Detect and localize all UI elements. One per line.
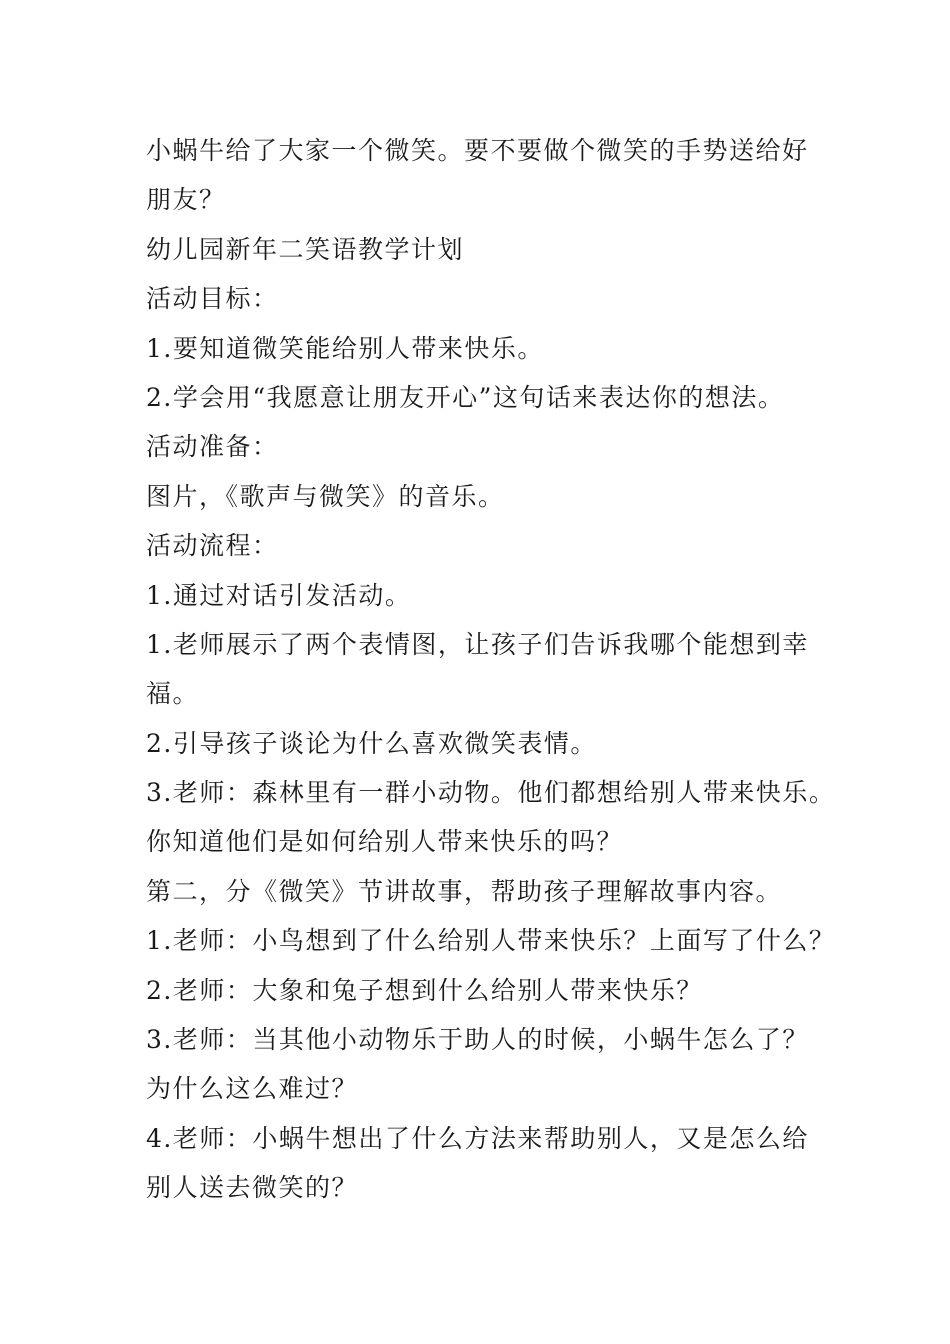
text-line: 福。 [146, 679, 200, 709]
text-line: 为什么这么难过？ [146, 1074, 359, 1104]
list-item: 3.老师：森林里有一群小动物。他们都想给别人带来快乐。 [146, 778, 836, 808]
text-line: 小蜗牛给了大家一个微笑。要不要做个微笑的手势送给好 [146, 136, 809, 165]
list-item: 1.通过对话引发活动。 [146, 580, 412, 610]
text-line: 别人送去微笑的？ [146, 1173, 359, 1203]
text-line: 第二，分《微笑》节讲故事，帮助孩子理解故事内容。 [146, 876, 783, 906]
list-item: 2.引导孩子谈论为什么喜欢微笑表情。 [146, 728, 597, 758]
list-item: 1.老师：小鸟想到了什么给别人带来快乐？上面写了什么？ [146, 926, 836, 956]
list-item: 2.老师：大象和兔子想到什么给别人带来快乐？ [146, 975, 703, 1005]
text-line: 图片，《歌声与微笑》的音乐。 [146, 481, 505, 511]
list-item: 1.老师展示了两个表情图，让孩子们告诉我哪个能想到幸 [146, 629, 809, 659]
heading-activity-goals: 活动目标： [146, 284, 279, 314]
text-line: 你知道他们是如何给别人带来快乐的吗？ [146, 827, 624, 857]
list-item: 4.老师：小蜗牛想出了什么方法来帮助别人，又是怎么给 [146, 1123, 809, 1153]
list-item: 3.老师：当其他小动物乐于助人的时候，小蜗牛怎么了？ [146, 1025, 809, 1055]
heading-activity-prep: 活动准备： [146, 432, 279, 462]
list-item: 1.要知道微笑能给别人带来快乐。 [146, 333, 544, 363]
text-line: 朋友？ [146, 185, 226, 215]
document-body [146, 126, 836, 1213]
section-title: 幼儿园新年二笑语教学计划 [146, 234, 465, 264]
heading-activity-process: 活动流程： [146, 531, 279, 561]
list-item: 2.学会用“我愿意让朋友开心”这句话来表达你的想法。 [146, 382, 785, 412]
